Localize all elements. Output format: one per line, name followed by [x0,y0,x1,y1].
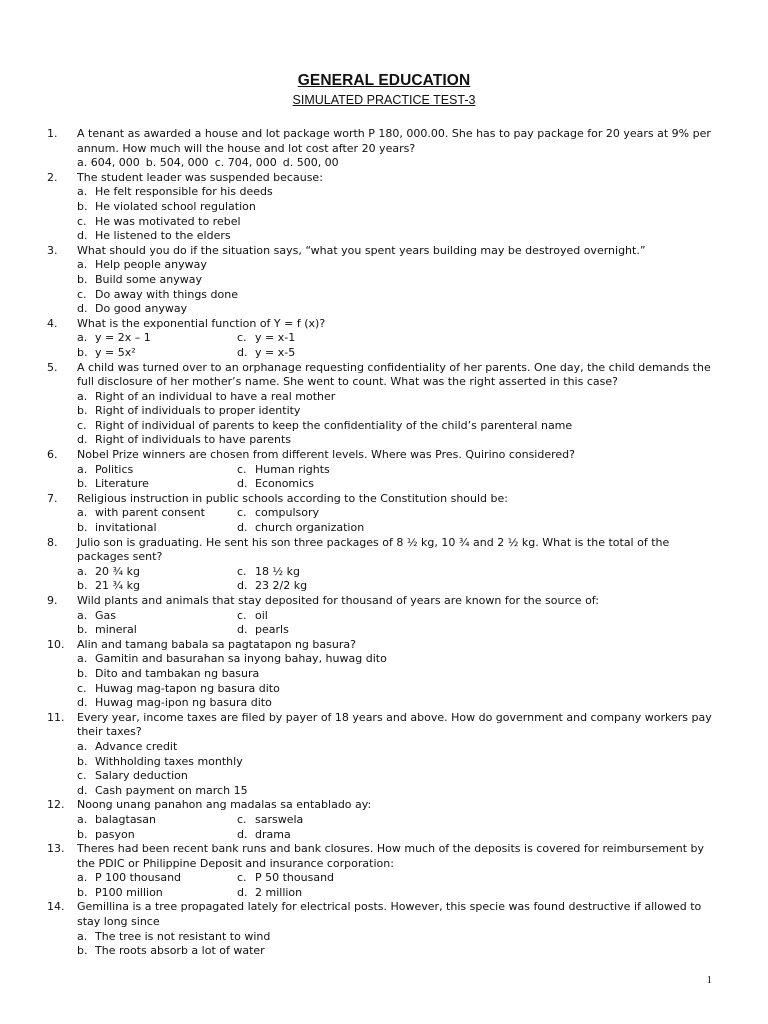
answer-option [237,477,397,492]
option-letter: c. [237,564,247,578]
option-text: He violated school regulation [95,199,256,213]
answer-option [237,579,397,594]
option-letter: c. [237,812,247,826]
answer-option [237,813,397,828]
question-item [0,842,768,900]
answer-option [77,258,716,273]
answer-option [237,828,397,843]
answer-option [77,273,716,288]
option-letter: b. [77,944,88,958]
option-letter: b. [77,754,88,768]
option-text: 21 ¾ kg [95,579,141,593]
answer-option [77,652,716,667]
answer-option [77,506,237,521]
option-text: The roots absorb a lot of water [95,944,265,958]
question-number: 4. [47,316,58,330]
answer-option [77,463,237,478]
option-letter: d. [237,477,248,491]
option-letter: d. [237,885,248,899]
option-letter: a. [77,739,88,753]
option-letter: c. [237,506,247,520]
option-text: y = x-1 [255,331,296,345]
question-number: 12. [47,798,65,812]
question-stem: Julio son is graduating. He sent his son three packages of 8 ½ kg, 10 ¾ and 2 ½ kg. What is the total of the packages sent? [77,535,670,564]
option-text: oil [255,608,268,622]
answer-options [77,813,716,842]
option-text: church organization [255,521,365,535]
option-letter: b. [77,345,88,359]
option-text: Right of individuals to have parents [95,433,291,447]
option-letter: b. [77,885,88,899]
question-number: 6. [47,448,58,462]
answer-option [237,565,397,580]
question-stem: What should you do if the situation says, “what you spent years building may be destroyed overnight.” [77,243,646,257]
question-stem: What is the exponential function of Y = f (x)? [77,316,326,330]
question-stem: Alin and tamang babala sa pagtatapon ng basura? [77,637,356,651]
option-letter: a. [77,462,88,476]
option-letter: d. [77,229,88,243]
answer-option [77,609,237,624]
option-letter: a. [77,506,88,520]
option-letter: b. [77,404,88,418]
option-text: mineral [95,623,137,637]
question-item [0,127,768,171]
option-text: Right of individuals to proper identity [95,404,301,418]
option-letter: b. [77,199,88,213]
answer-options [77,185,716,243]
answer-option [77,871,237,886]
question-item [0,594,768,638]
answer-option [77,346,237,361]
question-stem: Religious instruction in public schools according to the Constitution should be: [77,491,508,505]
option-letter: b. [77,579,88,593]
option-letter: a. [77,564,88,578]
answer-option [77,579,237,594]
option-text: Huwag mag-tapon ng basura dito [95,681,280,695]
question-item [0,244,768,317]
option-text: He listened to the elders [95,229,231,243]
answer-options [77,258,716,316]
question-number: 5. [47,360,58,374]
question-number: 7. [47,491,58,505]
answer-option [77,813,237,828]
option-letter: c. [237,462,247,476]
option-text: Do away with things done [95,287,238,301]
option-text: Withholding taxes monthly [95,754,243,768]
question-stem: Theres had been recent bank runs and bank closures. How much of the deposits is covered for reimbursement by the PDIC or Philippine Deposit and insurance corporation: [77,842,705,870]
option-text: Literature [95,477,149,491]
answer-option [77,944,716,959]
answer-option [77,331,237,346]
option-text: compulsory [255,506,319,520]
option-letter: d. [237,579,248,593]
option-text: drama [255,827,291,841]
answer-options [77,463,716,492]
answer-options [77,609,716,638]
option-letter: d. [237,623,248,637]
option-letter: d. [237,345,248,359]
question-item [0,711,768,799]
question-item [0,536,768,594]
option-text: Advance credit [95,739,178,753]
answer-options [77,565,716,594]
answer-option: d. 500, 00 [282,156,339,170]
answer-option [77,682,716,697]
option-text: 2 million [255,885,303,899]
question-list [0,127,768,959]
question-item [0,317,768,361]
option-text: Gas [95,608,116,622]
option-letter: a. [77,258,88,272]
answer-option [237,886,397,901]
option-text: with parent consent [95,506,205,520]
option-letter: c. [237,871,247,885]
page-number: 1 [706,974,712,986]
option-text: P 50 thousand [255,871,335,885]
option-letter: c. [237,608,247,622]
question-item [0,798,768,842]
answer-option: b. 504, 000 [145,156,209,170]
option-text: y = 5x² [95,345,136,359]
option-letter: c. [77,214,87,228]
option-letter: c. [77,769,87,783]
question-item [0,361,768,449]
option-letter: a. [77,608,88,622]
option-letter: c. [77,681,87,695]
document-subtitle: SIMULATED PRACTICE TEST-3 [292,93,476,107]
answer-option [77,769,716,784]
question-number: 11. [47,710,65,724]
option-letter: b. [77,272,88,286]
answer-option [237,623,397,638]
question-stem: A child was turned over to an orphanage requesting confidentiality of her parents. One day, the child demands the full disclosure of her mother’s name. She went to count. What was the right asserted in this case? [77,360,711,389]
answer-option [77,565,237,580]
option-text: sarswela [255,812,304,826]
answer-options [77,930,716,959]
answer-option [77,215,716,230]
question-stem: Noong unang panahon ang madalas sa entablado ay: [77,798,372,812]
option-text: He felt responsible for his deeds [95,185,273,199]
option-text: 18 ½ kg [255,564,301,578]
option-text: Salary deduction [95,769,188,783]
question-number: 9. [47,594,58,607]
option-letter: d. [77,783,88,797]
answer-option [77,667,716,682]
option-letter: b. [77,521,88,535]
question-number: 13. [47,842,65,856]
answer-option [77,886,237,901]
answer-option [77,623,237,638]
answer-option: a. 604, 000 [77,156,140,170]
answer-option [237,346,397,361]
option-text: Right of an individual to have a real mother [95,389,336,403]
question-item [0,448,768,492]
answer-option [77,419,716,434]
question-number: 2. [47,170,58,184]
answer-option [77,521,237,536]
question-number: 8. [47,535,58,549]
option-text: y = 2x – 1 [95,331,151,345]
question-item [0,638,768,711]
option-letter: a. [77,652,88,666]
option-letter: a. [77,331,88,345]
option-text: pasyon [95,827,135,841]
question-stem: Every year, income taxes are filed by payer of 18 years and above. How do government and company workers pay their taxes? [77,710,712,739]
option-letter: a. [77,389,88,403]
option-letter: a. [77,185,88,199]
option-text: invitational [95,521,157,535]
option-text: Gamitin and basurahan sa inyong bahay, huwag dito [95,652,387,666]
question-stem: Gemillina is a tree propagated lately for electrical posts. However, this specie was found destructive if allowed to stay long since [77,900,702,929]
option-text: pearls [255,623,289,637]
option-text: Do good anyway [95,302,188,316]
option-letter: b. [77,666,88,680]
answer-option: c. 704, 000 [214,156,277,170]
option-text: Dito and tambakan ng basura [95,666,260,680]
question-number: 1. [47,127,58,140]
option-text: 23 2/2 kg [255,579,308,593]
option-text: y = x-5 [255,345,296,359]
option-text: Politics [95,462,134,476]
answer-option [77,755,716,770]
option-text: Help people anyway [95,258,207,272]
option-letter: d. [77,302,88,316]
option-text: balagtasan [95,812,156,826]
answer-option [77,390,716,405]
answer-option [77,784,716,799]
answer-option [77,930,716,945]
answer-options [77,652,716,710]
answer-option [77,740,716,755]
answer-option [77,229,716,244]
option-text: The tree is not resistant to wind [95,929,271,943]
answer-option [77,433,716,448]
answer-option [77,288,716,303]
option-text: He was motivated to rebel [95,214,241,228]
answer-option [237,609,397,624]
question-stem: A tenant as awarded a house and lot package worth P 180, 000.00. She has to pay package for 20 years at 9% per annum. How much will the house and lot cost after 20 years? [77,127,711,155]
question-number: 14. [47,900,65,914]
option-letter: c. [77,287,87,301]
answer-option [77,200,716,215]
question-stem: Wild plants and animals that stay deposited for thousand of years are known for the source of: [77,594,599,607]
option-letter: d. [237,827,248,841]
option-letter: b. [77,477,88,491]
option-text: P 100 thousand [95,871,182,885]
option-text: Right of individual of parents to keep the confidentiality of the child’s parenteral name [95,418,573,432]
question-item [0,171,768,244]
option-letter: d. [77,696,88,710]
answer-option [237,521,397,536]
answer-option [237,506,397,521]
answer-options [77,740,716,798]
answer-options [77,331,716,360]
option-text: Economics [255,477,314,491]
answer-option [77,696,716,711]
answer-option [77,185,716,200]
option-letter: a. [77,871,88,885]
question-number: 10. [47,637,65,651]
option-letter: c. [237,331,247,345]
option-text: 20 ¾ kg [95,564,141,578]
question-stem: Nobel Prize winners are chosen from different levels. Where was Pres. Quirino considered? [77,448,575,462]
document-title: GENERAL EDUCATION [297,72,471,89]
question-stem: The student leader was suspended because: [77,170,323,184]
question-number: 3. [47,243,58,257]
option-text: Human rights [255,462,330,476]
option-letter: b. [77,827,88,841]
answer-option [77,477,237,492]
option-letter: d. [77,433,88,447]
option-text: Huwag mag-ipon ng basura dito [95,696,272,710]
option-text: P100 million [95,885,163,899]
option-letter: a. [77,929,88,943]
option-text: Cash payment on march 15 [95,783,248,797]
option-letter: b. [77,623,88,637]
answer-options [77,871,716,900]
answer-option [77,302,716,317]
answer-option [77,404,716,419]
option-letter: a. [77,812,88,826]
answer-options [77,156,716,171]
answer-option [237,331,397,346]
answer-options [77,506,716,535]
answer-option [77,828,237,843]
question-item [0,900,768,958]
answer-option [237,463,397,478]
answer-options [77,390,716,448]
answer-option [237,871,397,886]
option-letter: c. [77,418,87,432]
option-text: Build some anyway [95,272,203,286]
question-item [0,492,768,536]
option-letter: d. [237,521,248,535]
